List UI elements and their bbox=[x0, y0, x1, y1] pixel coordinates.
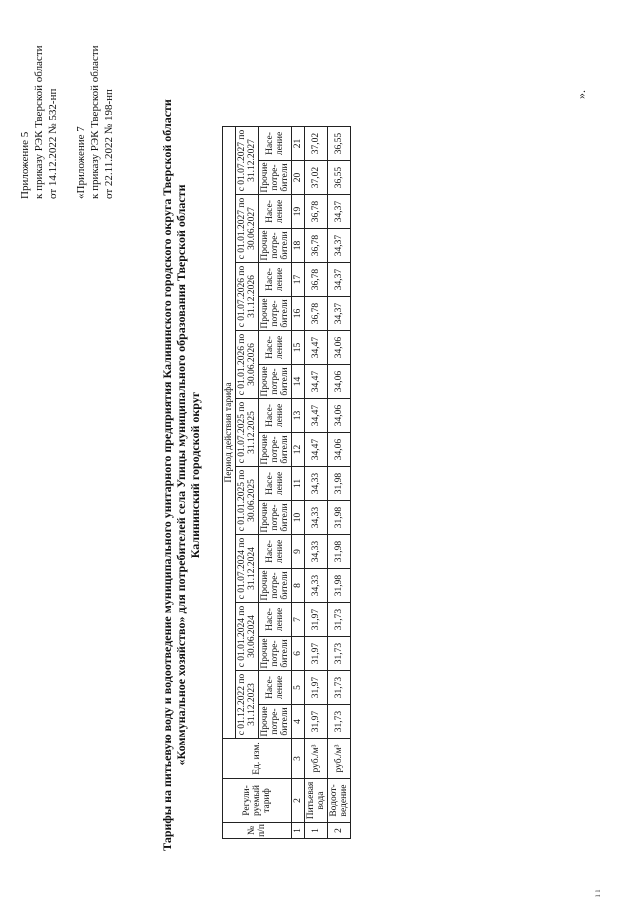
tariff-value: 31,97 bbox=[305, 603, 328, 637]
tariff-value: 36,55 bbox=[328, 127, 351, 161]
header-tariff: Регули- руемый тариф bbox=[223, 779, 292, 823]
tariff-value: 31,98 bbox=[328, 467, 351, 501]
appendix-line: к приказу РЭК Тверской области bbox=[89, 45, 101, 199]
period-header: с 01.01.2026 по 30.06.2026 bbox=[236, 331, 259, 399]
tariff-value: 34,33 bbox=[305, 467, 328, 501]
appendix-line: от 14.12.2022 № 532-нп bbox=[47, 88, 59, 199]
row-tariff-name: Питьевая вода bbox=[305, 779, 328, 823]
period-header: с 01.07.2027 по 31.12.2027 bbox=[236, 127, 259, 195]
header-unit: Ед. изм. bbox=[223, 739, 292, 779]
subheader-population: Насе- ление bbox=[259, 671, 292, 705]
period-header: с 01.12.2022 по 31.12.2023 bbox=[236, 671, 259, 739]
appendix-block bbox=[18, 9, 116, 199]
tariff-value: 34,06 bbox=[328, 331, 351, 365]
tariff-value: 31,73 bbox=[328, 705, 351, 739]
tariff-value: 34,37 bbox=[328, 229, 351, 263]
column-number: 16 bbox=[292, 297, 305, 331]
subheader-other-consumers: Прочие потре- бители bbox=[260, 638, 290, 669]
column-number: 4 bbox=[292, 705, 305, 739]
column-number: 2 bbox=[292, 779, 305, 823]
tariff-value: 31,73 bbox=[328, 671, 351, 705]
column-number: 9 bbox=[292, 535, 305, 569]
subheader-population: Насе- ление bbox=[259, 535, 292, 569]
subheader-other-consumers: Прочие потре- бители bbox=[260, 298, 290, 329]
tariff-value: 31,73 bbox=[328, 603, 351, 637]
tariff-value: 34,06 bbox=[328, 433, 351, 467]
column-number: 12 bbox=[292, 433, 305, 467]
tariff-value: 36,78 bbox=[305, 297, 328, 331]
tariff-value: 37,02 bbox=[305, 161, 328, 195]
subheader-population: Насе- ление bbox=[259, 263, 292, 297]
appendix-line: от 22.11.2022 № 198-нп bbox=[103, 89, 115, 199]
subheader-other-consumers: Прочие потре- бители bbox=[260, 230, 290, 261]
row-unit: руб./м³ bbox=[305, 739, 328, 779]
tariff-value: 34,47 bbox=[305, 433, 328, 467]
column-number: 17 bbox=[292, 263, 305, 297]
tariff-table bbox=[222, 126, 351, 839]
tariff-value: 36,78 bbox=[305, 195, 328, 229]
period-header: с 01.01.2025 по 30.06.2025 bbox=[236, 467, 259, 535]
period-header: с 01.01.2027 по 30.06.2027 bbox=[236, 195, 259, 263]
tariff-value: 37,02 bbox=[305, 127, 328, 161]
subheader-other-consumers: Прочие потре- бители bbox=[260, 570, 290, 601]
tariff-table-body bbox=[223, 127, 351, 839]
row-tariff-name: Водоот- ведение bbox=[328, 779, 351, 823]
subheader-population: Насе- ление bbox=[259, 603, 292, 637]
row-number: 1 bbox=[305, 823, 328, 839]
table-row bbox=[305, 127, 328, 839]
period-header: с 01.01.2024 по 30.06.2024 bbox=[236, 603, 259, 671]
column-number: 11 bbox=[292, 467, 305, 501]
table-row bbox=[328, 127, 351, 839]
subheader-other-consumers: Прочие потре- бители bbox=[260, 502, 290, 533]
tariff-value: 34,33 bbox=[305, 501, 328, 535]
row-unit: руб./м³ bbox=[328, 739, 351, 779]
period-header: с 01.07.2026 по 31.12.2026 bbox=[236, 263, 259, 331]
tariff-value: 34,37 bbox=[328, 297, 351, 331]
title-line: «Коммунальное хозяйство» для потребителей села Упицы муниципального образования Тверской области bbox=[174, 184, 188, 766]
tariff-value: 34,47 bbox=[305, 331, 328, 365]
tariff-value: 36,78 bbox=[305, 263, 328, 297]
subheader-other-consumers: Прочие потре- бители bbox=[260, 366, 290, 397]
subheader-population: Насе- ление bbox=[259, 195, 292, 229]
tariff-value: 31,97 bbox=[305, 637, 328, 671]
column-number: 8 bbox=[292, 569, 305, 603]
column-number-row bbox=[292, 127, 305, 839]
tariff-value: 34,37 bbox=[328, 195, 351, 229]
title-line: Калининский городской округ bbox=[188, 391, 202, 559]
tariff-value: 31,98 bbox=[328, 569, 351, 603]
period-row bbox=[236, 127, 259, 839]
tariff-value: 31,73 bbox=[328, 637, 351, 671]
subheader-population: Насе- ление bbox=[259, 467, 292, 501]
period-header: с 01.07.2024 по 31.12.2024 bbox=[236, 535, 259, 603]
appendix-line: к приказу РЭК Тверской области bbox=[33, 45, 45, 199]
column-number: 3 bbox=[292, 739, 305, 779]
closing-quote: ». bbox=[574, 90, 588, 99]
tariff-value: 31,97 bbox=[305, 671, 328, 705]
tariff-value: 34,37 bbox=[328, 263, 351, 297]
tariff-value: 36,55 bbox=[328, 161, 351, 195]
appendix-line: Приложение 5 bbox=[19, 131, 31, 199]
header-period: Период действия тарифа bbox=[223, 127, 236, 739]
subheader-other-consumers: Прочие потре- бители bbox=[260, 706, 290, 737]
column-number: 13 bbox=[292, 399, 305, 433]
tariff-value: 34,47 bbox=[305, 399, 328, 433]
margin-mark: ı ı bbox=[592, 889, 602, 897]
period-header: с 01.07.2025 по 31.12.2025 bbox=[236, 399, 259, 467]
column-number: 19 bbox=[292, 195, 305, 229]
column-number: 15 bbox=[292, 331, 305, 365]
row-number: 2 bbox=[328, 823, 351, 839]
subheader-population: Насе- ление bbox=[259, 127, 292, 161]
tariff-value: 34,47 bbox=[305, 365, 328, 399]
tariff-value: 31,97 bbox=[305, 705, 328, 739]
header-num: № п/п bbox=[223, 823, 292, 839]
subheader-row bbox=[259, 127, 292, 839]
subheader-population: Насе- ление bbox=[259, 331, 292, 365]
subheader-population: Насе- ление bbox=[259, 399, 292, 433]
column-number: 21 bbox=[292, 127, 305, 161]
tariff-value: 31,98 bbox=[328, 535, 351, 569]
tariff-value: 34,33 bbox=[305, 535, 328, 569]
column-number: 20 bbox=[292, 161, 305, 195]
tariff-value: 36,78 bbox=[305, 229, 328, 263]
column-number: 14 bbox=[292, 365, 305, 399]
tariff-value: 31,98 bbox=[328, 501, 351, 535]
tariff-value: 34,33 bbox=[305, 569, 328, 603]
document-title bbox=[160, 65, 202, 885]
tariff-value: 34,06 bbox=[328, 399, 351, 433]
tariff-value: 34,06 bbox=[328, 365, 351, 399]
appendix-line: «Приложение 7 bbox=[75, 126, 87, 199]
column-number: 6 bbox=[292, 637, 305, 671]
title-line: Тарифы на питьевую воду и водоотведение муниципального унитарного предприятия Калининского городского округа Тверской области bbox=[160, 99, 174, 851]
column-number: 10 bbox=[292, 501, 305, 535]
column-number: 7 bbox=[292, 603, 305, 637]
subheader-other-consumers: Прочие потре- бители bbox=[260, 162, 290, 193]
column-number: 1 bbox=[292, 823, 305, 839]
column-number: 5 bbox=[292, 671, 305, 705]
subheader-other-consumers: Прочие потре- бители bbox=[260, 434, 290, 465]
column-number: 18 bbox=[292, 229, 305, 263]
header-row bbox=[223, 127, 236, 839]
